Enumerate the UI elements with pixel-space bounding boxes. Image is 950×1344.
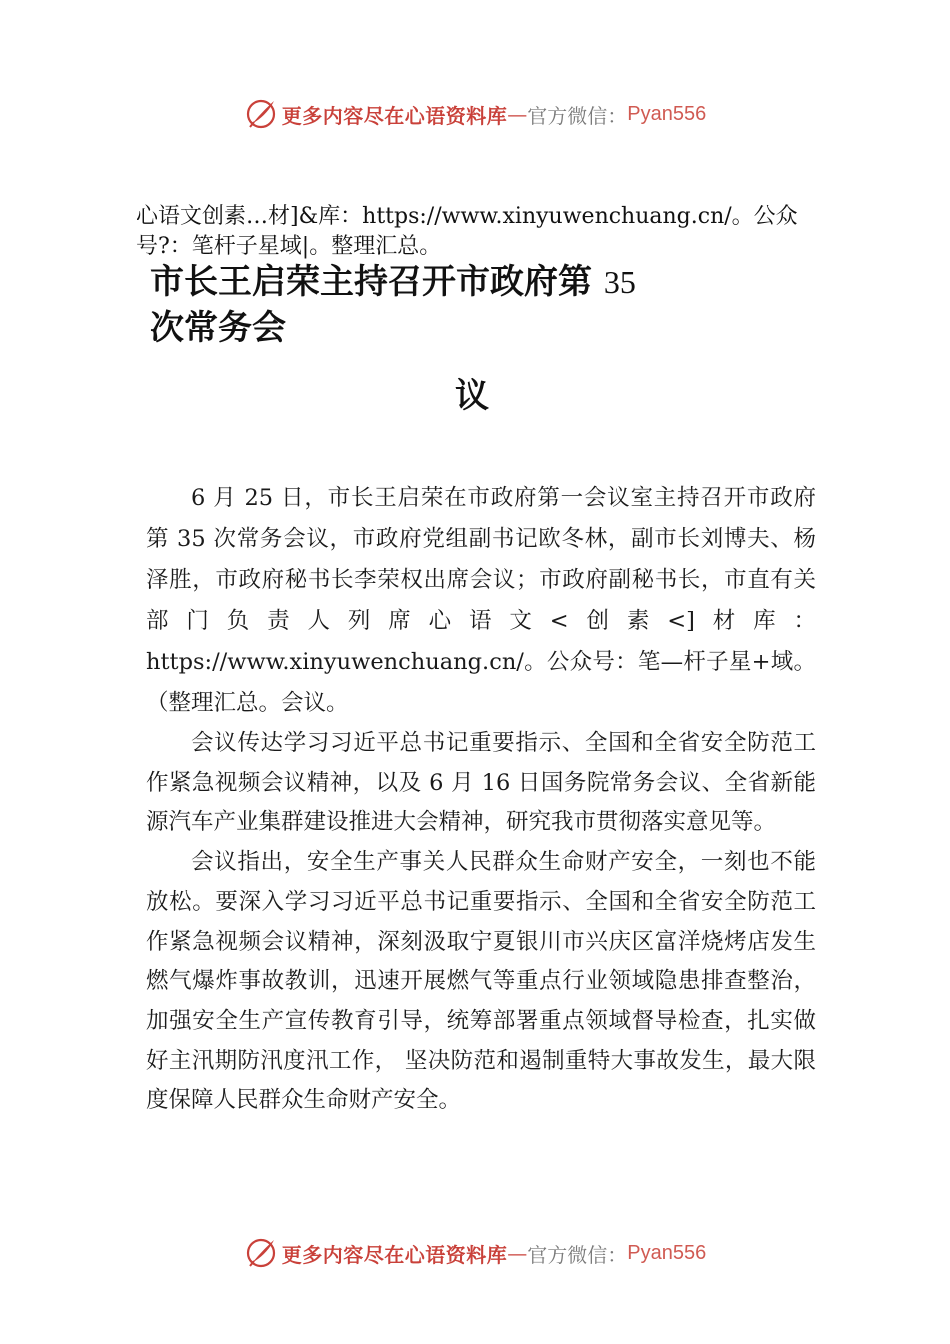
- quill-logo-icon: [244, 1236, 278, 1270]
- page-title: [150, 259, 710, 351]
- header-banner: [0, 94, 950, 134]
- banner-wechat-id: Pyan556: [627, 1241, 707, 1264]
- paragraph-3: 会议指出，安全生产事关人民群众生命财产安全，一刻也不能放松。要深入学习习近平总书记重要指示、全国和全省安全防范工作紧急视频会议精神，深刻汲取宁夏银川市兴庆区富洋烧烤店发生燃气爆炸事故教训，迅速开展燃气等重点行业领域隐患排查整治，加强安全生产宣传教育引导，统筹部署重点领域督导检查，扎实做好主汛期防汛度汛工作， 坚决防范和遏制重特大事故发生，最大限度保障人民群众生命财产安全。: [146, 849, 816, 1114]
- banner-wechat-label: 官方微信：: [527, 1242, 628, 1267]
- banner-library-text: 更多内容尽在心语资料库: [281, 1242, 508, 1267]
- paragraph-1: 6 月 25 日，市长王启荣在市政府第一会议室主持召开市政府第 35 次常务会议，市政府党组副书记欧冬林，副市长刘博夫、杨泽胜，市政府秘书长李荣权出席会议；市政府副秘书长，市直有关部门负责人列席心语文<创素<]材库：https://www.xinyuwenchuang.cn/。公众号：笔—杆子星+域。（整理汇总。会议。: [146, 485, 816, 716]
- banner-wechat-id: Pyan556: [627, 102, 707, 125]
- title-line2: 次常务会: [150, 308, 286, 348]
- banner-library-text: 更多内容尽在心语资料库: [281, 103, 508, 128]
- banner-wechat-label: 官方微信：: [527, 103, 628, 128]
- title-main: 市长王启荣主持召开市政府第: [150, 262, 592, 302]
- source-line: 心语文创素…材]&库：https://www.xinyuwenchuang.cn/。公众号?：笔杆子星域|。整理汇总。: [136, 204, 798, 259]
- banner-dash: —: [507, 1241, 528, 1265]
- title-number: 35: [603, 264, 636, 300]
- title-tail: 议: [455, 376, 489, 416]
- banner-dash: —: [507, 102, 528, 126]
- paragraph-2: 会议传达学习习近平总书记重要指示、全国和全省安全防范工作紧急视频会议精神，以及 6 月 16 日国务院常务会议、全省新能源汽车产业集群建设推进大会精神，研究我市贯彻落实意见等。: [146, 730, 816, 836]
- quill-logo-icon: [244, 97, 278, 131]
- document-body: [146, 478, 816, 1121]
- footer-banner: [0, 1233, 950, 1273]
